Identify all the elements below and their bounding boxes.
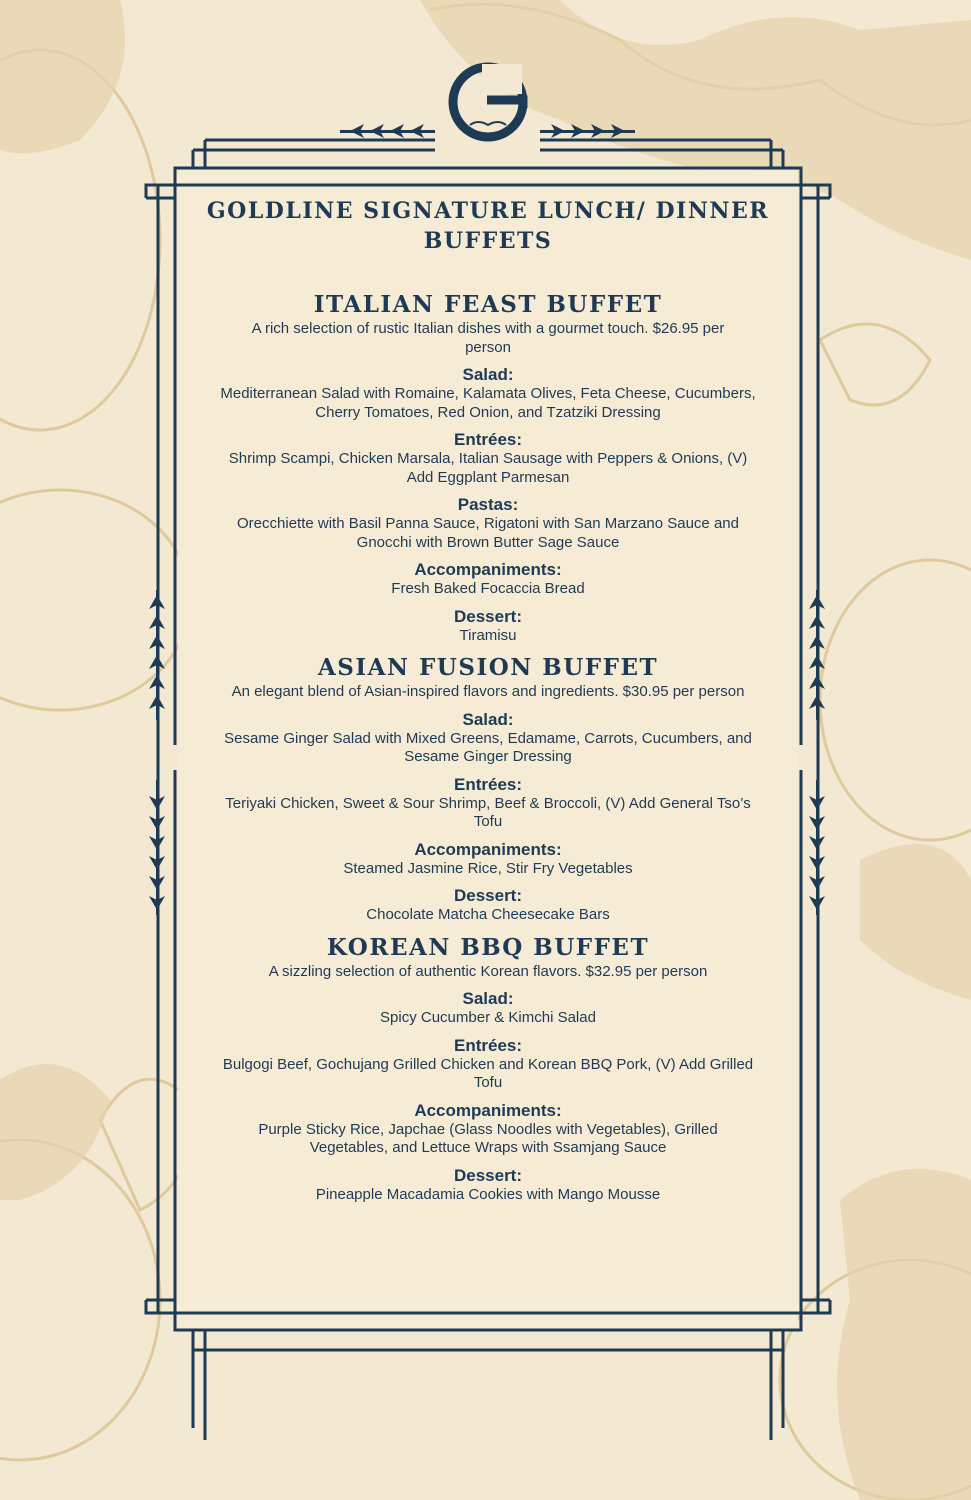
course-label: Pastas: [457,495,519,514]
buffet-description: A sizzling selection of authentic Korean flavors. $32.95 per person [268,962,708,980]
course-items: Bulgogi Beef, Gochujang Grilled Chicken and Korean BBQ Pork, (V) Add Grilled Tofu [222,1055,754,1091]
course-group [190,1036,786,1093]
course-group [190,886,786,925]
course-items: Purple Sticky Rice, Japchae (Glass Noodles with Vegetables), Grilled Vegetables, and Lettuce Wraps with Ssamjang Sauce [258,1120,718,1156]
course-items: Teriyaki Chicken, Sweet & Sour Shrimp, Beef & Broccoli, (V) Add General Tso’s Tofu [225,794,751,830]
course-group [190,560,786,599]
course-group [190,1101,786,1158]
course-items: Spicy Cucumber & Kimchi Salad [380,1009,596,1026]
course-label: Salad: [462,709,514,729]
course-items: Pineapple Macadamia Cookies with Mango Mousse [315,1185,661,1203]
course-label: Accompaniments: [414,1100,562,1120]
buffet-title: KOREAN BBQ BUFFET [326,933,650,961]
course-label: Dessert: [453,886,523,905]
course-group [190,775,786,832]
course-label: Dessert: [453,606,523,626]
course-label: Accompaniments: [414,560,562,579]
course-items: Steamed Jasmine Rice, Stir Fry Vegetables [343,859,633,877]
course-items: Sesame Ginger Salad with Mixed Greens, Edamame, Carrots, Cucumbers, and Sesame Ginger Dressing [224,729,752,765]
goldline-logo-icon [453,64,523,137]
course-label: Entrées: [453,430,523,449]
course-list [190,365,786,645]
course-label: Entrées: [453,1035,523,1055]
page-title: GOLDLINE SIGNATURE LUNCH/ DINNER BUFFETS [206,198,770,254]
course-list [190,710,786,925]
course-label: Entrées: [453,774,523,794]
buffet-description: A rich selection of rustic Italian dishes with a gourmet touch. $26.95 per person [251,320,725,356]
course-label: Salad: [462,989,514,1008]
buffet-title: ASIAN FUSION BUFFET [317,654,659,681]
course-items: Orecchiette with Basil Panna Sauce, Rigatoni with San Marzano Sauce and Gnocchi with Brown Butter Sage Sauce [237,515,739,551]
course-group [190,989,786,1028]
buffet-section [190,292,786,645]
course-group [190,1166,786,1205]
course-list [190,989,786,1204]
buffet-section [190,935,786,1205]
course-group [190,495,786,552]
course-group [190,710,786,767]
course-group [190,607,786,646]
course-label: Salad: [462,365,514,384]
course-items: Tiramisu [459,626,517,644]
course-group [190,365,786,422]
course-items: Chocolate Matcha Cheesecake Bars [366,906,610,923]
course-label: Accompaniments: [414,839,562,859]
buffet-title: ITALIAN FEAST BUFFET [313,291,663,318]
buffet-description: An elegant blend of Asian-inspired flavors and ingredients. $30.95 per person [231,683,745,700]
course-label: Dessert: [453,1165,523,1185]
course-group [190,430,786,487]
course-items: Shrimp Scampi, Chicken Marsala, Italian Sausage with Peppers & Onions, (V) Add Eggplant Parmesan [228,450,748,486]
buffet-section [190,655,786,925]
menu-content [190,196,786,1214]
buffet-list [190,292,786,1204]
course-items: Mediterranean Salad with Romaine, Kalamata Olives, Feta Cheese, Cucumbers, Cherry Tomatoes, Red Onion, and Tzatziki Dressing [220,385,756,421]
course-items: Fresh Baked Focaccia Bread [391,580,585,597]
course-group [190,840,786,879]
